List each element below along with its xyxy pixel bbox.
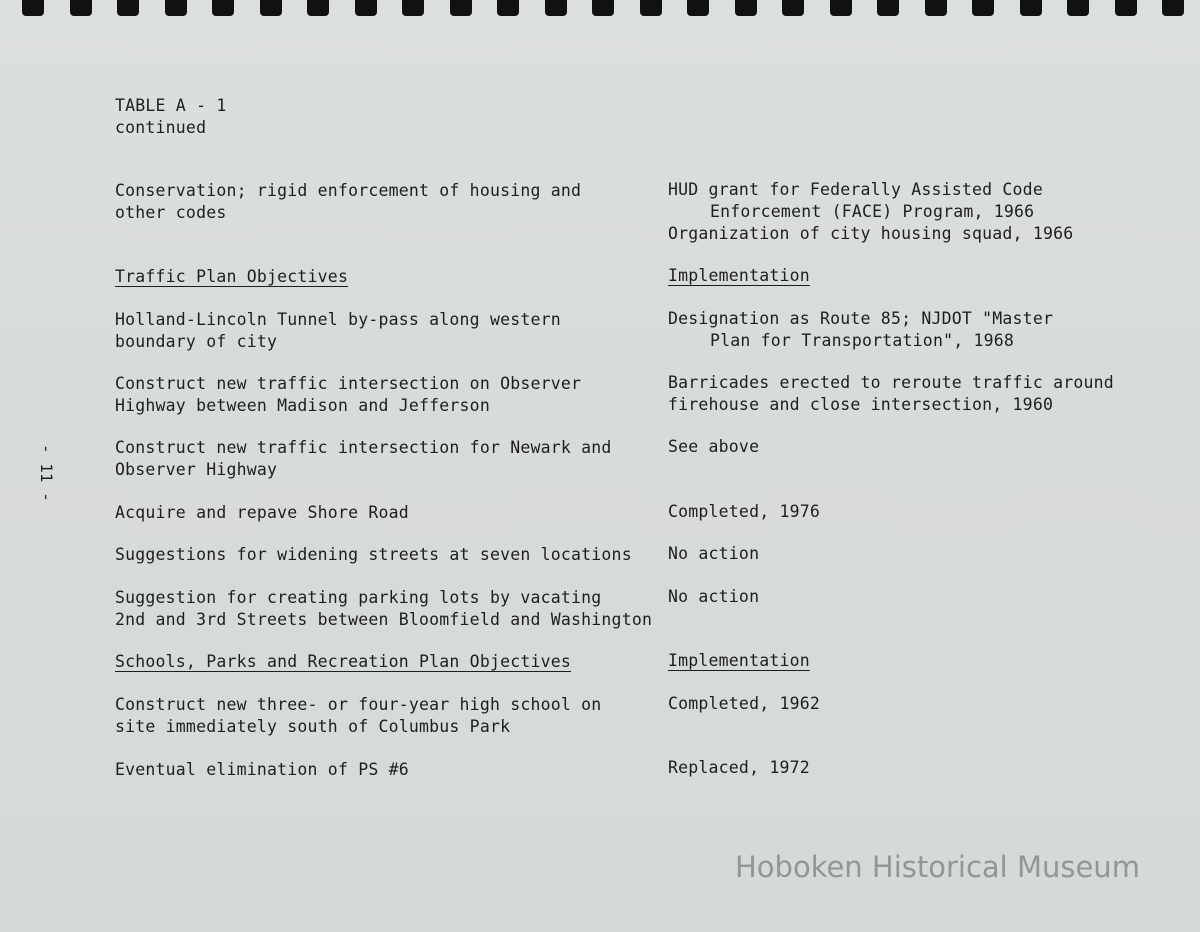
- objective-text: Suggestion for creating parking lots by vacating 2nd and 3rd Streets between Bloomfield and Washington: [115, 588, 653, 629]
- implementation-text: No action: [668, 544, 760, 563]
- spiral-binding: [0, 0, 1200, 20]
- museum-watermark: Hoboken Historical Museum: [735, 850, 1140, 884]
- binding-hole: [117, 0, 139, 16]
- binding-hole: [1067, 0, 1089, 16]
- binding-hole: [402, 0, 424, 16]
- objective-text: Construct new traffic intersection on Observer Highway between Madison and Jefferson: [115, 374, 582, 415]
- binding-hole: [830, 0, 852, 16]
- implementation-text: Designation as Route 85; NJDOT "Master Plan for Transportation", 1968: [668, 309, 1054, 350]
- objective-text: Construct new traffic intersection for Newark and Observer Highway: [115, 438, 612, 479]
- page-number: - 11 -: [37, 444, 56, 502]
- binding-hole: [165, 0, 187, 16]
- table-label: TABLE A - 1: [115, 96, 227, 115]
- binding-hole: [640, 0, 662, 16]
- binding-hole: [1162, 0, 1184, 16]
- objective-text: Eventual elimination of PS #6: [115, 760, 409, 779]
- binding-hole: [22, 0, 44, 16]
- binding-hole: [70, 0, 92, 16]
- binding-hole: [592, 0, 614, 16]
- binding-hole: [687, 0, 709, 16]
- implementation-text: Replaced, 1972: [668, 758, 810, 777]
- section-heading-traffic: Traffic Plan Objectives: [115, 267, 349, 286]
- implementation-text: No action: [668, 587, 760, 606]
- binding-hole: [782, 0, 804, 16]
- section-heading-implementation: Implementation: [668, 266, 810, 285]
- binding-hole: [1115, 0, 1137, 16]
- objective-text: Suggestions for widening streets at seven locations: [115, 545, 632, 564]
- binding-hole: [307, 0, 329, 16]
- binding-hole: [1020, 0, 1042, 16]
- binding-hole: [877, 0, 899, 16]
- objective-text: Construct new three- or four-year high school on site immediately south of Columbus Park: [115, 695, 602, 736]
- binding-hole: [260, 0, 282, 16]
- objective-text: Holland-Lincoln Tunnel by-pass along western boundary of city: [115, 310, 561, 351]
- binding-hole: [212, 0, 234, 16]
- section-heading-implementation: Implementation: [668, 651, 810, 670]
- binding-hole: [355, 0, 377, 16]
- binding-hole: [450, 0, 472, 16]
- implementation-text: HUD grant for Federally Assisted Code Enforcement (FACE) Program, 1966 Organization of city housing squad, 1966: [668, 180, 1074, 243]
- implementation-text: See above: [668, 437, 760, 456]
- implementation-text: Completed, 1976: [668, 502, 821, 521]
- implementation-text: Completed, 1962: [668, 694, 821, 713]
- binding-hole: [545, 0, 567, 16]
- binding-hole: [925, 0, 947, 16]
- implementation-text: Barricades erected to reroute traffic around firehouse and close intersection, 1960: [668, 373, 1114, 414]
- continued-label: continued: [115, 118, 207, 137]
- objective-text: Acquire and repave Shore Road: [115, 503, 409, 522]
- binding-hole: [497, 0, 519, 16]
- binding-hole: [735, 0, 757, 16]
- objective-text: Conservation; rigid enforcement of housing and other codes: [115, 181, 582, 222]
- binding-hole: [972, 0, 994, 16]
- section-heading-schools: Schools, Parks and Recreation Plan Objectives: [115, 652, 572, 671]
